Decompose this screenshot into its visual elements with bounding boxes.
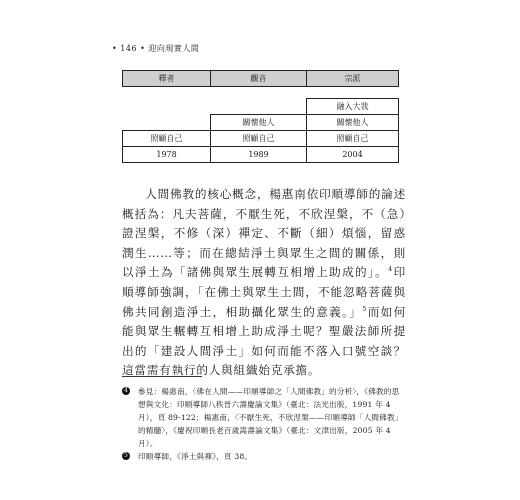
body-text-part: 印順導師強調，「在佛土與眾生土間，不能忽略菩薩與佛共同創造淨土，相助攝化眾生的意義。」	[122, 265, 406, 319]
column-header: 觀音	[211, 71, 307, 87]
table-header-row	[123, 71, 399, 87]
footnote-text: 參見：楊惠南，〈佛在人間——印順導師之「人間佛教」的分析〉，《佛教的思想與文化：印順導師八秩晉六壽慶論文集》（臺北：法光出版，1991 年 4 月），頁 89-122；楊惠南，〈不厭生死、不欣涅槃——印順導師「人間佛教」的精髓〉，《慶祝印順長老百歲嵩壽論文集》（臺北：文津出版，2005 年 4 月）。	[138, 387, 403, 448]
footnote	[122, 385, 406, 450]
running-title: 迎向現實人間	[148, 44, 200, 53]
table-cell: 照顧自己	[211, 131, 307, 147]
table-cell: 1978	[123, 147, 211, 163]
footnote-ref[interactable]: 4	[388, 265, 394, 274]
footnote	[122, 450, 406, 463]
table-cell: 關懷他人	[211, 115, 307, 131]
table-cell: 照顧自己	[123, 131, 211, 147]
footnote-ref[interactable]: 5	[362, 304, 368, 313]
table-cell: 2004	[307, 147, 399, 163]
page-number: • 146 •	[112, 44, 146, 53]
table-cell: 融入大我	[307, 99, 399, 115]
body-text-part: 人間佛教的核心概念，楊惠南依印順導師的論述概括為：凡夫菩薩，不厭生死，不欣涅槃，不（急）證涅槃，不修（深）禪定、不斷（細）煩惱，留惑潤生……等；而在總結淨土與眾生之間的關係，則以淨土為「諸佛與眾生展轉互相增上助成的」。	[122, 187, 406, 280]
column-header: 釋者	[123, 71, 211, 87]
table-row	[123, 115, 399, 131]
body-text-part: 而如何能與眾生輾轉互相增上助成淨土呢？聖嚴法師所提出的「建設人間淨土」如何而能不落入口號空談？這當需有執行的人與組織始克承擔。	[122, 304, 406, 378]
footnote-text: 印順導師，《淨土與禪》，頁 38。	[138, 452, 253, 461]
footnote-marker: 4	[123, 387, 129, 394]
table-cell: 關懷他人	[307, 115, 399, 131]
footnote-marker: 5	[123, 452, 129, 459]
footnote-divider	[122, 376, 202, 377]
table-row	[123, 131, 399, 147]
table-cell: 1989	[211, 147, 307, 163]
comparison-table	[122, 70, 399, 163]
table-cell: 照顧自己	[307, 131, 399, 147]
running-header	[112, 43, 199, 54]
column-header: 宗派	[307, 71, 399, 87]
footnotes	[122, 385, 406, 463]
table-row	[123, 147, 399, 163]
body-paragraph	[122, 185, 406, 381]
table-row	[123, 99, 399, 115]
